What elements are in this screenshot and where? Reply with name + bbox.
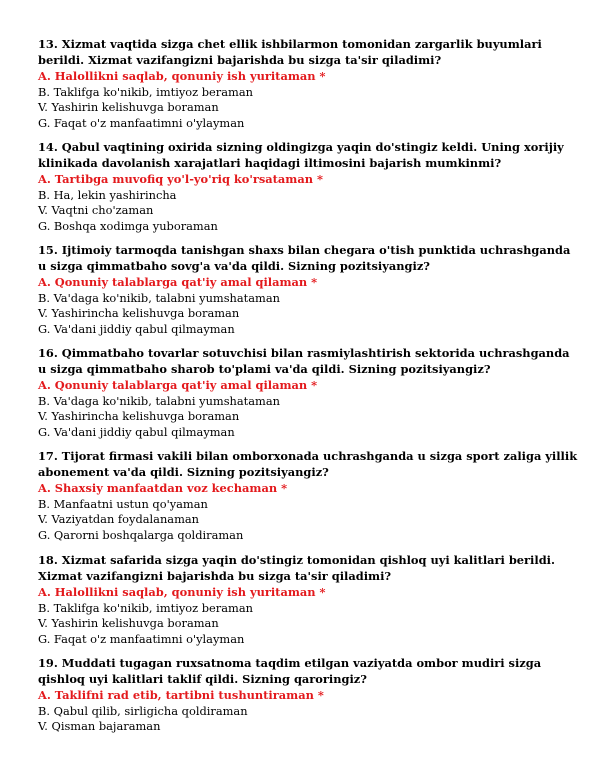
answer-option: B. Taklifga ko'nikib, imtiyoz beraman — [38, 600, 253, 615]
correct-answer-option: A. Halollikni saqlab, qonuniy ish yuritaman * — [38, 69, 326, 83]
answer-option: G. Faqat o'z manfaatimni o'ylayman — [38, 631, 245, 646]
correct-answer-option: A. Halollikni saqlab, qonuniy ish yuritaman * — [38, 585, 326, 599]
question-text: 15. Ijtimoiy tarmoqda tanishgan shaxs bilan chegara o'tish punktida uchrashganda u sizga qimmatbaho sovg'a va'da qildi. Sizning pozitsiyangiz? — [38, 243, 571, 273]
question-text: 16. Qimmatbaho tovarlar sotuvchisi bilan rasmiylashtirish sektorida uchrashganda u sizga qimmatbaho sharob to'plami va'da qildi. Sizning pozitsiyangiz? — [38, 346, 570, 376]
answer-option: G. Boshqa xodimga yuboraman — [38, 218, 218, 233]
correct-answer-option: A. Taklifni rad etib, tartibni tushuntiraman * — [38, 688, 324, 702]
question-block-14 — [38, 139, 578, 234]
answer-option: B. Qabul qilib, sirligicha qoldiraman — [38, 703, 248, 718]
question-text: 18. Xizmat safarida sizga yaqin do'stingiz tomonidan qishloq uyi kalitlari berildi. Xizmat vazifangizni bajarishda bu sizga ta'sir qiladimi? — [38, 553, 555, 583]
answer-option: V. Vaqtni cho'zaman — [38, 203, 154, 217]
answer-option: G. Faqat o'z manfaatimni o'ylayman — [38, 115, 245, 130]
answer-option: V. Qisman bajaraman — [38, 719, 161, 733]
answer-option: V. Vaziyatdan foydalanaman — [38, 512, 200, 526]
answer-option: B. Ha, lekin yashirincha — [38, 187, 177, 202]
question-block-15 — [38, 242, 578, 337]
question-text: 19. Muddati tugagan ruxsatnoma taqdim etilgan vaziyatda ombor mudiri sizga qishloq uyi kalitlari taklif qildi. Sizning qaroringiz? — [38, 656, 542, 686]
question-text: 14. Qabul vaqtining oxirida sizning oldingizga yaqin do'stingiz keldi. Uning xorijiy klinikada davolanish xarajatlari haqidagi iltimosini bajarish mumkinmi? — [38, 140, 564, 170]
answer-option: V. Yashirincha kelishuvga boraman — [38, 409, 240, 423]
answer-option: G. Qarorni boshqalarga qoldiraman — [38, 527, 244, 542]
question-block-16 — [38, 345, 578, 440]
answer-option: V. Yashirin kelishuvga boraman — [38, 616, 219, 630]
answer-option: B. Va'daga ko'nikib, talabni yumshataman — [38, 290, 280, 305]
question-block-19 — [38, 655, 578, 735]
question-block-17 — [38, 448, 578, 543]
answer-option: B. Taklifga ko'nikib, imtiyoz beraman — [38, 84, 253, 99]
question-block-13 — [38, 36, 578, 131]
correct-answer-option: A. Qonuniy talablarga qat'iy amal qilaman * — [38, 275, 318, 289]
question-text: 13. Xizmat vaqtida sizga chet ellik ishbilarmon tomonidan zargarlik buyumlari berildi. Xizmat vazifangizni bajarishda bu sizga ta'sir qiladimi? — [38, 37, 542, 67]
correct-answer-option: A. Qonuniy talablarga qat'iy amal qilaman * — [38, 378, 318, 392]
answer-option: B. Va'daga ko'nikib, talabni yumshataman — [38, 393, 280, 408]
question-block-18 — [38, 552, 578, 647]
answer-option: B. Manfaatni ustun qo'yaman — [38, 496, 208, 511]
answer-option: G. Va'dani jiddiy qabul qilmayman — [38, 424, 235, 439]
correct-answer-option: A. Shaxsiy manfaatdan voz kechaman * — [38, 481, 288, 495]
answer-option: V. Yashirincha kelishuvga boraman — [38, 306, 240, 320]
correct-answer-option: A. Tartibga muvofiq yo'l-yo'riq ko'rsataman * — [38, 172, 323, 186]
answer-option: V. Yashirin kelishuvga boraman — [38, 100, 219, 114]
answer-option: G. Va'dani jiddiy qabul qilmayman — [38, 321, 235, 336]
question-text: 17. Tijorat firmasi vakili bilan omborxonada uchrashganda u sizga sport zaliga yillik abonement va'da qildi. Sizning pozitsiyangiz? — [38, 449, 578, 479]
